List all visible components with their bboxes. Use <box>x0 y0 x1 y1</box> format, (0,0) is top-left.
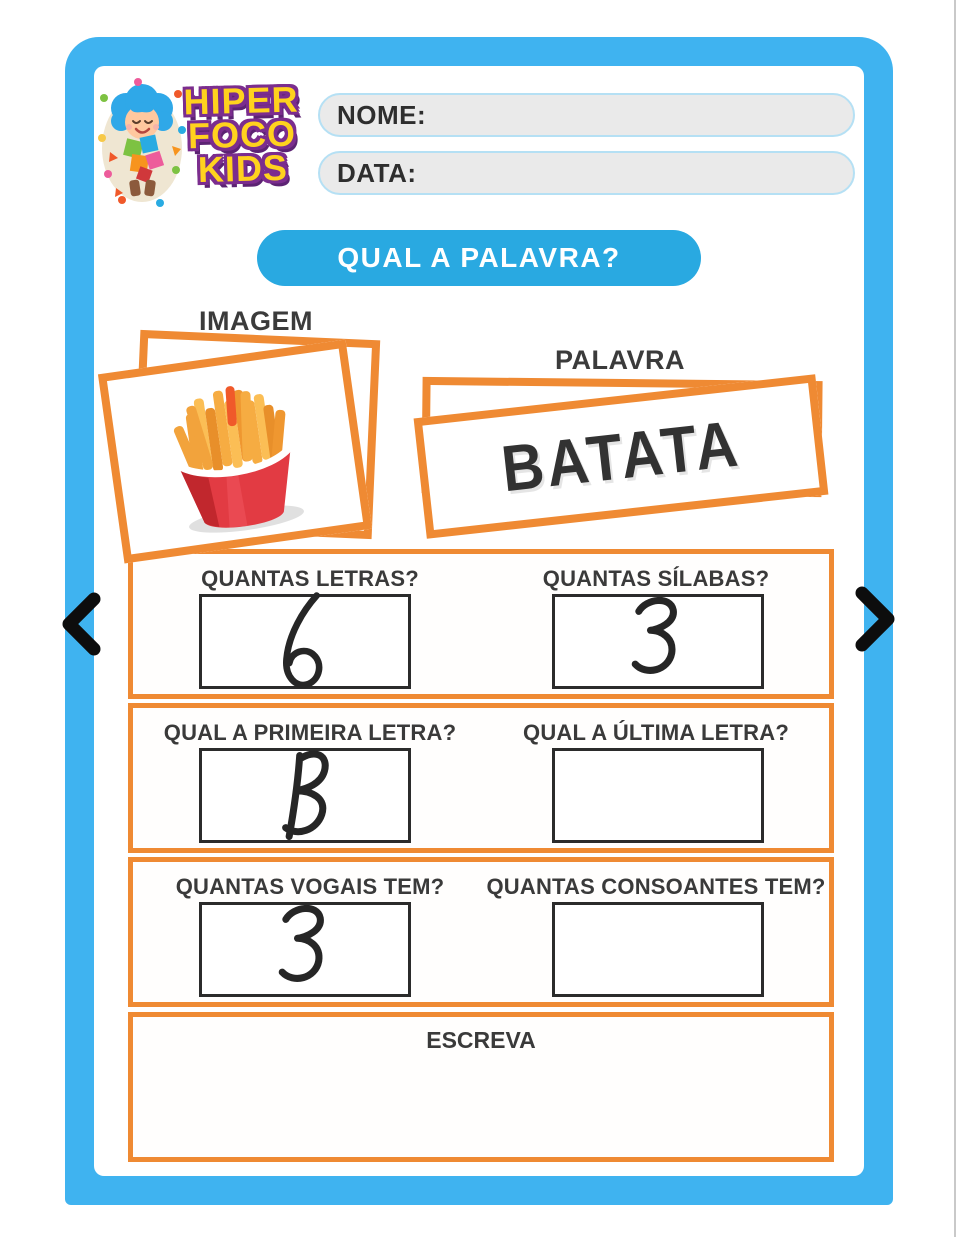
answer-box-first-letter[interactable] <box>199 748 411 843</box>
question-label-last-letter: QUAL A ÚLTIMA LETRA? <box>523 720 789 745</box>
image-card <box>98 340 372 564</box>
image-section-label: IMAGEM <box>199 306 313 336</box>
write-box[interactable] <box>128 1012 834 1162</box>
mascot-boy-puzzle-icon <box>96 76 188 214</box>
answer-box-last-letter[interactable] <box>552 748 764 843</box>
previous-page-button[interactable] <box>56 591 108 657</box>
screen-edge-divider <box>954 0 956 1237</box>
next-page-button[interactable] <box>848 584 900 654</box>
question-label-vowels: QUANTAS VOGAIS TEM? <box>175 874 445 899</box>
answer-box-syllables[interactable] <box>552 594 764 689</box>
answer-box-consonants[interactable] <box>552 902 764 997</box>
date-field-label: DATA: <box>337 157 417 188</box>
handwritten-answer-mark <box>258 587 351 695</box>
word-text: BATATA <box>498 407 744 506</box>
question-row-letters-syllables <box>128 549 834 699</box>
question-row-first-last-letter <box>128 703 834 853</box>
word-section-label: PALAVRA <box>555 345 685 375</box>
handwritten-answer-mark <box>612 588 704 695</box>
question-label-consonants: QUANTAS CONSOANTES TEM? <box>486 874 826 899</box>
brand-wordmark <box>177 78 308 190</box>
french-fries-icon <box>134 356 336 547</box>
write-box-label: ESCREVA <box>426 1027 536 1053</box>
worksheet-title-banner <box>257 230 701 286</box>
brand-line-1: HIPER <box>183 78 300 123</box>
handwritten-answer-mark <box>259 896 351 1003</box>
brand-line-3: KIDS <box>197 146 289 190</box>
date-field[interactable] <box>318 151 855 195</box>
brand-line-2: FOCO <box>187 112 297 157</box>
handwritten-answer-mark <box>261 744 349 848</box>
chevron-left-icon <box>56 591 108 657</box>
question-row-vowels-consonants <box>128 857 834 1007</box>
question-label-first-letter: QUAL A PRIMEIRA LETRA? <box>163 720 457 745</box>
brand-logo <box>96 70 306 220</box>
chevron-right-icon <box>848 584 900 654</box>
question-label-letters: QUANTAS LETRAS? <box>201 566 419 591</box>
answer-box-vowels[interactable] <box>199 902 411 997</box>
worksheet-title-text: QUAL A PALAVRA? <box>337 242 621 273</box>
question-label-syllables: QUANTAS SÍLABAS? <box>542 566 770 591</box>
name-field[interactable] <box>318 93 855 137</box>
answer-box-letters[interactable] <box>199 594 411 689</box>
name-field-label: NOME: <box>337 99 427 130</box>
